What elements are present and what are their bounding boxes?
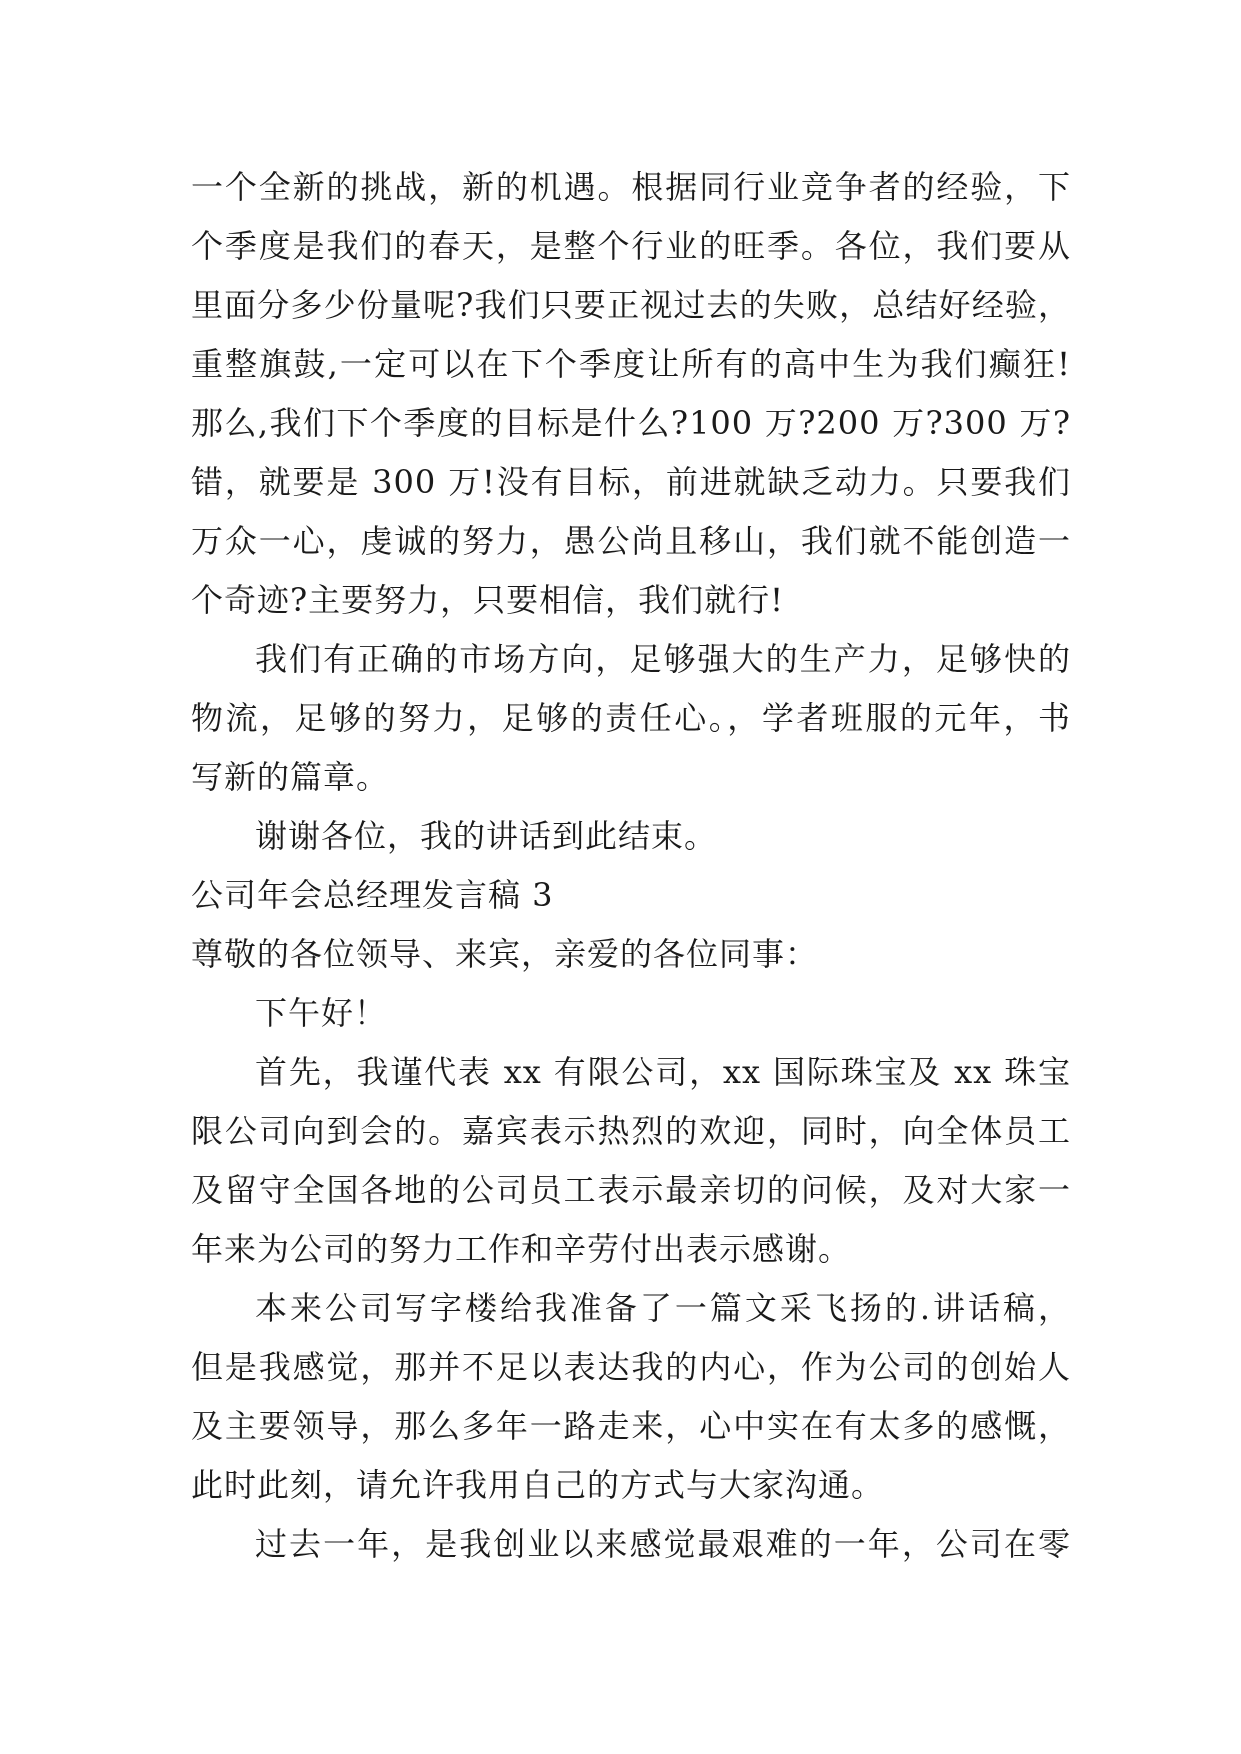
salutation: 尊敬的各位领导、来宾，亲爱的各位同事： <box>191 935 819 973</box>
text-line: 物流，足够的努力，足够的责任心。，学者班服的元年，书 <box>191 699 1071 737</box>
text-line: 万众一心，虔诚的努力，愚公尚且移山，我们就不能创造一 <box>191 522 1071 560</box>
text-line: 年来为公司的努力工作和辛劳付出表示感谢。 <box>191 1230 852 1268</box>
text-line: 一个全新的挑战，新的机遇。根据同行业竞争者的经验，下 <box>191 168 1071 206</box>
text-line: 我们有正确的市场方向，足够强大的生产力，足够快的 <box>255 640 1071 678</box>
text-line: 及主要领导，那么多年一路走来，心中实在有太多的感慨， <box>191 1407 1071 1445</box>
document-body <box>191 158 1071 1574</box>
text-line: 错，就要是 300 万!没有目标，前进就缺乏动力。只要我们 <box>191 463 1071 501</box>
text-line: 过去一年，是我创业以来感觉最艰难的一年，公司在零 <box>255 1525 1071 1563</box>
text-line: 此时此刻，请允许我用自己的方式与大家沟通。 <box>191 1466 885 1504</box>
section-title: 公司年会总经理发言稿 3 <box>191 876 554 914</box>
text-line: 限公司向到会的。嘉宾表示热烈的欢迎，同时，向全体员工 <box>191 1112 1071 1150</box>
text-line: 写新的篇章。 <box>191 758 390 796</box>
text-line: 个奇迹?主要努力，只要相信，我们就行! <box>191 581 785 619</box>
text-line: 本来公司写字楼给我准备了一篇文采飞扬的.讲话稿， <box>255 1289 1071 1327</box>
text-line: 及留守全国各地的公司员工表示最亲切的问候，及对大家一 <box>191 1171 1071 1209</box>
text-line: 那么,我们下个季度的目标是什么?100 万?200 万?300 万? <box>191 404 1071 442</box>
text-line: 个季度是我们的春天，是整个行业的旺季。各位，我们要从 <box>191 227 1071 265</box>
text-line: 首先，我谨代表 xx 有限公司，xx 国际珠宝及 xx 珠宝 <box>255 1053 1071 1091</box>
greeting: 下午好！ <box>255 994 388 1032</box>
text-line: 但是我感觉，那并不足以表达我的内心，作为公司的创始人 <box>191 1348 1071 1386</box>
text-line: 重整旗鼓,一定可以在下个季度让所有的高中生为我们癫狂! <box>191 345 1071 383</box>
text-line: 谢谢各位，我的讲话到此结束。 <box>255 817 718 855</box>
text-line: 里面分多少份量呢?我们只要正视过去的失败，总结好经验， <box>191 286 1071 324</box>
